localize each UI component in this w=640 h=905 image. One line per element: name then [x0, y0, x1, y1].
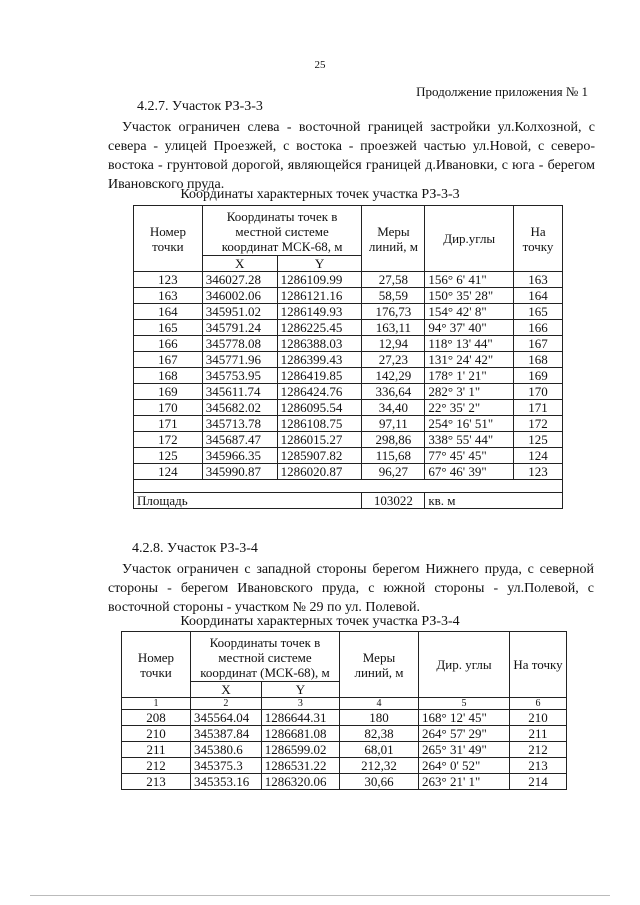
table-row	[134, 272, 563, 288]
to-point-cell: 213	[510, 758, 567, 774]
point-number-cell: 169	[134, 384, 203, 400]
direction-angle-cell: 22° 35' 2"	[425, 400, 514, 416]
point-number-cell: 125	[134, 448, 203, 464]
x-coordinate-cell: 345380.6	[191, 742, 262, 758]
column-number: 4	[340, 698, 419, 710]
header-to-point: На точку	[514, 206, 563, 272]
to-point-cell: 164	[514, 288, 563, 304]
column-number: 6	[510, 698, 567, 710]
table-row	[134, 448, 563, 464]
y-coordinate-cell: 1286424.76	[277, 384, 362, 400]
header-point-number: Номер точки	[134, 206, 203, 272]
y-coordinate-cell: 1286681.08	[261, 726, 339, 742]
to-point-cell: 168	[514, 352, 563, 368]
x-coordinate-cell: 345771.96	[202, 352, 277, 368]
table-row	[134, 288, 563, 304]
direction-angle-cell: 282° 3' 1"	[425, 384, 514, 400]
header-line-length: Меры линий, м	[340, 632, 419, 698]
footer-rule	[30, 895, 610, 896]
to-point-cell: 214	[510, 774, 567, 790]
line-length-cell: 176,73	[362, 304, 425, 320]
x-coordinate-cell: 346027.28	[202, 272, 277, 288]
point-number-cell: 172	[134, 432, 203, 448]
point-number-cell: 212	[122, 758, 191, 774]
x-coordinate-cell: 345387.84	[191, 726, 262, 742]
to-point-cell: 167	[514, 336, 563, 352]
y-coordinate-cell: 1286149.93	[277, 304, 362, 320]
x-coordinate-cell: 345353.16	[191, 774, 262, 790]
to-point-cell: 210	[510, 710, 567, 726]
line-length-cell: 180	[340, 710, 419, 726]
table-row	[122, 710, 567, 726]
direction-angle-cell: 94° 37' 40"	[425, 320, 514, 336]
line-length-cell: 298,86	[362, 432, 425, 448]
x-coordinate-cell: 345951.02	[202, 304, 277, 320]
to-point-cell: 123	[514, 464, 563, 480]
point-number-cell: 168	[134, 368, 203, 384]
direction-angle-cell: 154° 42' 8"	[425, 304, 514, 320]
x-coordinate-cell: 345966.35	[202, 448, 277, 464]
direction-angle-cell: 338° 55' 44"	[425, 432, 514, 448]
table-row	[134, 320, 563, 336]
table-row	[122, 758, 567, 774]
column-number: 5	[419, 698, 510, 710]
direction-angle-cell: 156° 6' 41"	[425, 272, 514, 288]
direction-angle-cell: 264° 0' 52"	[419, 758, 510, 774]
y-coordinate-cell: 1286388.03	[277, 336, 362, 352]
point-number-cell: 123	[134, 272, 203, 288]
direction-angle-cell: 254° 16' 51"	[425, 416, 514, 432]
x-coordinate-cell: 345687.47	[202, 432, 277, 448]
area-value: 103022	[362, 493, 425, 509]
area-unit: кв. м	[425, 493, 563, 509]
header-coordinates: Координаты точек в местной системе координат (МСК-68), м	[191, 632, 340, 682]
column-number: 3	[261, 698, 339, 710]
to-point-cell: 169	[514, 368, 563, 384]
point-number-cell: 213	[122, 774, 191, 790]
table-row	[134, 336, 563, 352]
line-length-cell: 336,64	[362, 384, 425, 400]
continuation-note: Продолжение приложения № 1	[416, 84, 588, 99]
coordinates-table-rz-3-3	[133, 205, 563, 509]
direction-angle-cell: 265° 31' 49"	[419, 742, 510, 758]
table-caption-rz-3-3: Координаты характерных точек участка РЗ-3-3	[180, 187, 460, 202]
x-coordinate-cell: 345791.24	[202, 320, 277, 336]
direction-angle-cell: 118° 13' 44"	[425, 336, 514, 352]
header-direction-angle: Дир.углы	[425, 206, 514, 272]
x-coordinate-cell: 345713.78	[202, 416, 277, 432]
table-caption-rz-3-4: Координаты характерных точек участка РЗ-3-4	[180, 614, 460, 629]
table-row	[134, 368, 563, 384]
coordinates-table-body	[122, 710, 567, 790]
x-coordinate-cell: 345990.87	[202, 464, 277, 480]
table-row	[122, 774, 567, 790]
line-length-cell: 115,68	[362, 448, 425, 464]
y-coordinate-cell: 1286419.85	[277, 368, 362, 384]
point-number-cell: 210	[122, 726, 191, 742]
section-description-rz-3-4: Участок ограничен с западной стороны берегом Нижнего пруда, с северной стороны - берегом Ивановского пруда, с южной стороны - ул.Полевой, с восточной стороны - участком № 29 по ул. Полевой.	[108, 562, 594, 615]
y-coordinate-cell: 1286225.45	[277, 320, 362, 336]
coordinates-table-body	[134, 272, 563, 480]
direction-angle-cell: 168° 12' 45"	[419, 710, 510, 726]
table-row	[134, 464, 563, 480]
point-number-cell: 211	[122, 742, 191, 758]
header-y: Y	[277, 256, 362, 272]
to-point-cell: 165	[514, 304, 563, 320]
header-point-number: Номер точки	[122, 632, 191, 698]
line-length-cell: 34,40	[362, 400, 425, 416]
direction-angle-cell: 131° 24' 42"	[425, 352, 514, 368]
line-length-cell: 30,66	[340, 774, 419, 790]
y-coordinate-cell: 1286020.87	[277, 464, 362, 480]
point-number-cell: 171	[134, 416, 203, 432]
line-length-cell: 96,27	[362, 464, 425, 480]
table-row	[134, 400, 563, 416]
header-direction-angle: Дир. углы	[419, 632, 510, 698]
x-coordinate-cell: 346002.06	[202, 288, 277, 304]
section-description-rz-3-3: Участок ограничен слева - восточной границей застройки ул.Колхозной, с севера - улицей Проезжей, с востока - проезжей частью ул.Новой, с северо-востока - грунтовой дорогой, являющейся границей д.Ивановки, с юга - берегом Ивановского пруда.	[108, 120, 595, 192]
header-line-length: Меры линий, м	[362, 206, 425, 272]
line-length-cell: 27,23	[362, 352, 425, 368]
x-coordinate-cell: 345611.74	[202, 384, 277, 400]
x-coordinate-cell: 345564.04	[191, 710, 262, 726]
y-coordinate-cell: 1285907.82	[277, 448, 362, 464]
point-number-cell: 170	[134, 400, 203, 416]
to-point-cell: 211	[510, 726, 567, 742]
x-coordinate-cell: 345375.3	[191, 758, 262, 774]
to-point-cell: 172	[514, 416, 563, 432]
y-coordinate-cell: 1286121.16	[277, 288, 362, 304]
point-number-cell: 167	[134, 352, 203, 368]
direction-angle-cell: 263° 21' 1"	[419, 774, 510, 790]
y-coordinate-cell: 1286320.06	[261, 774, 339, 790]
table-row	[122, 742, 567, 758]
header-to-point: На точку	[510, 632, 567, 698]
to-point-cell: 124	[514, 448, 563, 464]
x-coordinate-cell: 345778.08	[202, 336, 277, 352]
table-row	[134, 384, 563, 400]
column-number: 2	[191, 698, 262, 710]
line-length-cell: 58,59	[362, 288, 425, 304]
line-length-cell: 212,32	[340, 758, 419, 774]
to-point-cell: 163	[514, 272, 563, 288]
line-length-cell: 27,58	[362, 272, 425, 288]
line-length-cell: 97,11	[362, 416, 425, 432]
point-number-cell: 166	[134, 336, 203, 352]
line-length-cell: 82,38	[340, 726, 419, 742]
header-x: X	[202, 256, 277, 272]
point-number-cell: 163	[134, 288, 203, 304]
point-number-cell: 165	[134, 320, 203, 336]
to-point-cell: 212	[510, 742, 567, 758]
line-length-cell: 12,94	[362, 336, 425, 352]
to-point-cell: 171	[514, 400, 563, 416]
column-numbers-row	[122, 698, 567, 710]
coordinates-table-rz-3-4	[121, 631, 567, 790]
header-coordinates: Координаты точек в местной системе координат МСК-68, м	[202, 206, 362, 256]
to-point-cell: 166	[514, 320, 563, 336]
area-label: Площадь	[134, 493, 362, 509]
y-coordinate-cell: 1286108.75	[277, 416, 362, 432]
table-row	[134, 416, 563, 432]
table-spacer-row	[134, 480, 563, 493]
direction-angle-cell: 77° 45' 45"	[425, 448, 514, 464]
header-x: X	[191, 682, 262, 698]
point-number-cell: 124	[134, 464, 203, 480]
point-number-cell: 208	[122, 710, 191, 726]
line-length-cell: 142,29	[362, 368, 425, 384]
page-number: 25	[314, 59, 326, 71]
table-row	[134, 352, 563, 368]
section-heading-rz-3-3: 4.2.7. Участок РЗ-3-3	[137, 99, 263, 114]
line-length-cell: 68,01	[340, 742, 419, 758]
line-length-cell: 163,11	[362, 320, 425, 336]
table-row	[134, 304, 563, 320]
column-number: 1	[122, 698, 191, 710]
y-coordinate-cell: 1286644.31	[261, 710, 339, 726]
y-coordinate-cell: 1286109.99	[277, 272, 362, 288]
to-point-cell: 170	[514, 384, 563, 400]
x-coordinate-cell: 345682.02	[202, 400, 277, 416]
point-number-cell: 164	[134, 304, 203, 320]
y-coordinate-cell: 1286399.43	[277, 352, 362, 368]
direction-angle-cell: 67° 46' 39"	[425, 464, 514, 480]
y-coordinate-cell: 1286015.27	[277, 432, 362, 448]
y-coordinate-cell: 1286095.54	[277, 400, 362, 416]
table-row	[134, 432, 563, 448]
direction-angle-cell: 178° 1' 21"	[425, 368, 514, 384]
direction-angle-cell: 264° 57' 29"	[419, 726, 510, 742]
direction-angle-cell: 150° 35' 28"	[425, 288, 514, 304]
table-row	[122, 726, 567, 742]
section-heading-rz-3-4: 4.2.8. Участок РЗ-3-4	[132, 541, 258, 556]
y-coordinate-cell: 1286531.22	[261, 758, 339, 774]
x-coordinate-cell: 345753.95	[202, 368, 277, 384]
header-y: Y	[261, 682, 339, 698]
to-point-cell: 125	[514, 432, 563, 448]
y-coordinate-cell: 1286599.02	[261, 742, 339, 758]
